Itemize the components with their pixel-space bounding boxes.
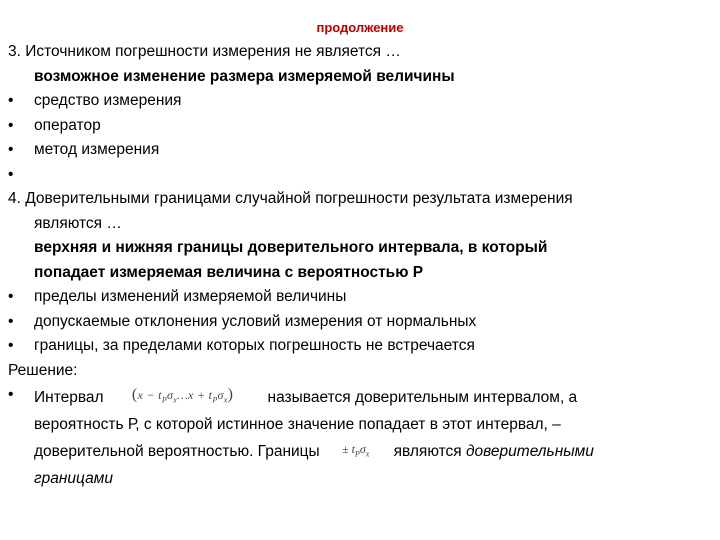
q3-question: 3. Источником погрешности измерения не является … (8, 43, 401, 60)
solution-italic-1: доверительными (465, 443, 594, 461)
bullet-icon: • (8, 92, 14, 109)
bullet-icon: • (8, 312, 14, 330)
solution-label: Решение: (8, 361, 78, 379)
solution-italic-2: границами (34, 470, 113, 488)
slide-header: продолжение (316, 20, 404, 35)
bullet-icon: • (8, 337, 14, 354)
bullet-icon: • (8, 165, 14, 183)
interval-formula: $(x - t_P\sigma_x\dots x + t_P\sigma_x)$ (131, 386, 234, 405)
solution-line-3-start: доверительной вероятностью. Границы (34, 443, 320, 461)
q4-correct-answer-line-2: попадает измеряемая величина с вероятностью Р (34, 263, 424, 281)
solution-text (34, 383, 594, 492)
q4-option-text: границы, за пределами которых погрешность не встречается (34, 337, 475, 354)
q3-option (8, 89, 714, 114)
solution-line-3 (34, 437, 594, 467)
bullet-icon: • (8, 116, 14, 134)
q4-option (8, 285, 714, 310)
q4-option-text: пределы изменений измеряемой величины (34, 288, 347, 305)
bullet-icon: • (8, 386, 14, 403)
q4-question-line-2: являются … (34, 214, 122, 232)
q4-correct-answer-line-1: верхняя и нижняя границы доверительного интервала, в который (34, 239, 548, 256)
q3-option-text: метод измерения (34, 141, 160, 158)
solution-paragraph (8, 383, 714, 492)
q3-option-empty (8, 163, 714, 188)
bullet-icon: • (8, 141, 14, 158)
q3-option-text: оператор (34, 116, 101, 134)
q4-option-text: допускаемые отклонения условий измерения от нормальных (34, 312, 477, 330)
solution-line-2: вероятность Р, с которой истинное значение попадает в этот интервал, – (34, 415, 561, 433)
q3-option-text: средство измерения (34, 92, 182, 109)
bounds-formula: ± $t_P\sigma_x$ (342, 442, 370, 459)
solution-line-1-end: называется доверительным интервалом, а (267, 389, 578, 407)
bullet-icon: • (8, 288, 14, 305)
slide-content (8, 40, 714, 492)
solution-line-1 (34, 383, 594, 413)
q4-option (8, 334, 714, 359)
interval-word: Интервал (34, 389, 104, 407)
solution-line-3-end: являются (393, 443, 462, 461)
q3-option (8, 114, 714, 139)
q4-option (8, 310, 714, 335)
q3-option (8, 138, 714, 163)
q4-question-line-1: 4. Доверительными границами случайной погрешности результата измерения (8, 190, 573, 207)
q3-correct-answer: возможное изменение размера измеряемой величины (34, 67, 455, 85)
